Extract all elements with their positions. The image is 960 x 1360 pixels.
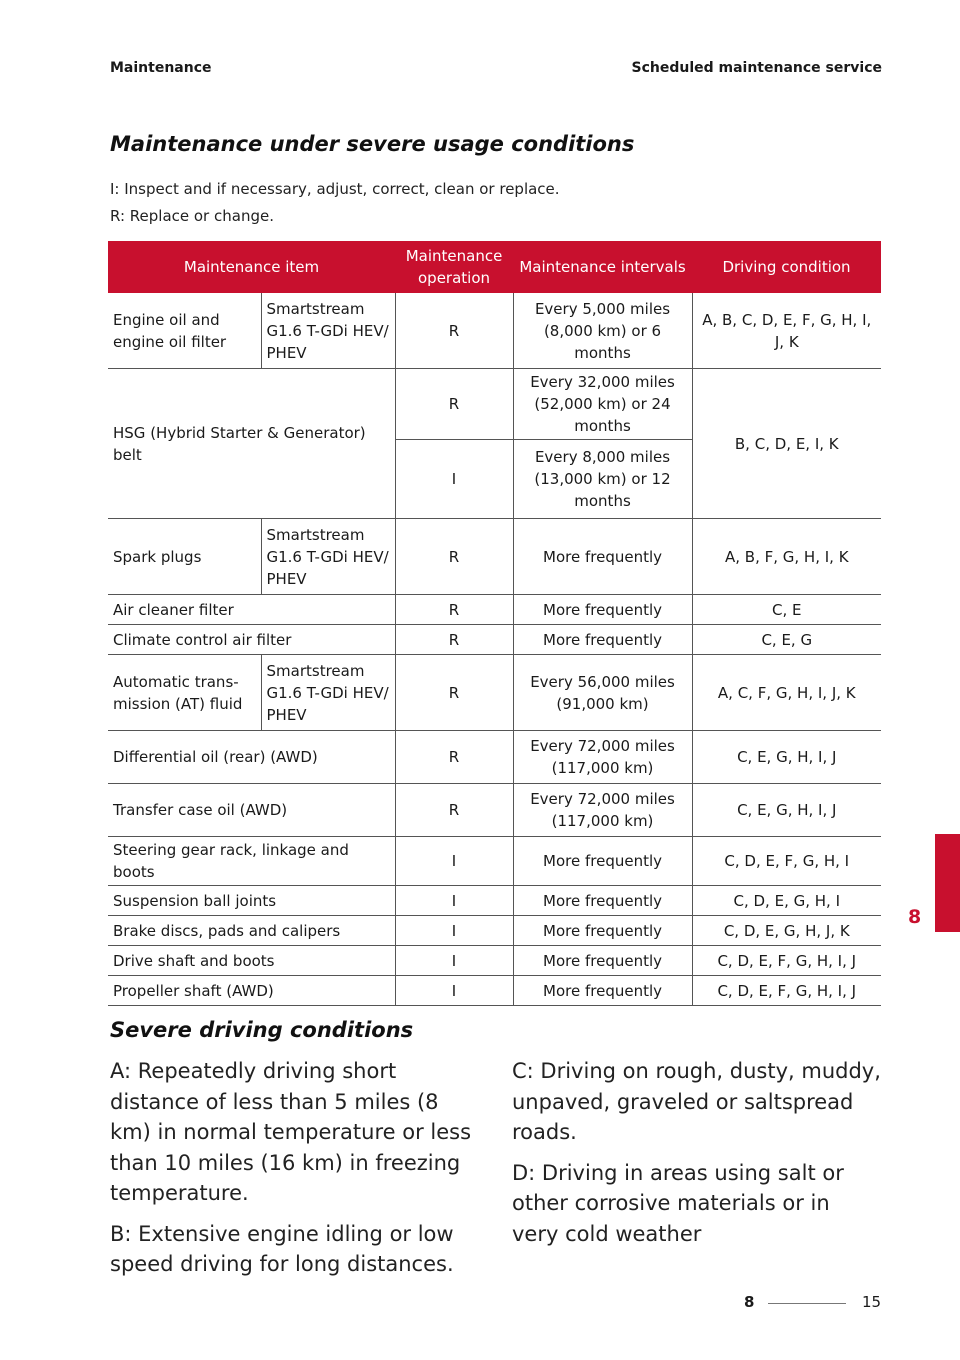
item-cell: Propeller shaft (AWD) [108,976,395,1006]
interval-cell: Every 8,000 miles (13,000 km) or 12 months [513,440,692,519]
table-row [108,625,881,655]
interval-cell: More frequently [513,976,692,1006]
table-row [108,946,881,976]
footer-divider [768,1303,846,1304]
interval-cell: More frequently [513,886,692,916]
item-cell: Engine oil and engine oil filter [108,293,261,369]
interval-cell: More frequently [513,595,692,625]
item-cell: Brake discs, pads and calipers [108,916,395,946]
condition-cell: C, D, E, F, G, H, I, J [692,976,881,1006]
interval-cell: More frequently [513,946,692,976]
item-cell: Drive shaft and boots [108,946,395,976]
interval-cell: Every 32,000 miles (52,000 km) or 24 months [513,369,692,440]
item-cell: Spark plugs [108,519,261,595]
severe-conditions-right-column [512,1056,882,1259]
condition-paragraph: B: Extensive engine idling or low speed driving for long distances. [110,1221,454,1276]
item-cell: HSG (Hybrid Starter & Generator) belt [108,369,395,519]
legend-replace: R: Replace or change. [110,207,274,225]
item-cell: Air cleaner filter [108,595,395,625]
operation-cell: R [395,731,513,784]
maintenance-table [108,241,881,1006]
interval-cell: Every 72,000 miles (117,000 km) [513,731,692,784]
table-row [108,731,881,784]
engine-cell: Smartstream G1.6 T-GDi HEV/ PHEV [261,655,395,731]
header-maintenance-item: Maintenance item [108,241,395,293]
condition-cell: C, E, G, H, I, J [692,784,881,837]
table-row [108,976,881,1006]
header-maintenance-operation: Maintenance operation [395,241,513,293]
interval-cell: More frequently [513,519,692,595]
operation-cell: R [395,784,513,837]
condition-paragraph: C: Driving on rough, dusty, muddy, unpaved, graveled or saltspread roads. [512,1059,881,1144]
interval-cell: Every 72,000 miles (117,000 km) [513,784,692,837]
item-cell: Differential oil (rear) (AWD) [108,731,395,784]
table-row [108,293,881,369]
footer-chapter-number: 8 [744,1293,755,1311]
condition-cell: C, D, E, G, H, I [692,886,881,916]
item-cell: Steering gear rack, linkage and boots [108,837,395,886]
condition-cell: C, D, E, F, G, H, I [692,837,881,886]
operation-cell: I [395,837,513,886]
table-row [108,916,881,946]
interval-cell: Every 5,000 miles (8,000 km) or 6 months [513,293,692,369]
table-row [108,519,881,595]
table-row [108,369,881,440]
interval-cell: Every 56,000 miles (91,000 km) [513,655,692,731]
item-cell: Transfer case oil (AWD) [108,784,395,837]
header-maintenance-intervals: Maintenance intervals [513,241,692,293]
interval-cell: More frequently [513,916,692,946]
interval-cell: More frequently [513,837,692,886]
legend-inspect: I: Inspect and if necessary, adjust, correct, clean or replace. [110,180,560,198]
condition-cell: A, B, F, G, H, I, K [692,519,881,595]
operation-cell: R [395,655,513,731]
operation-cell: R [395,369,513,440]
operation-cell: I [395,886,513,916]
item-cell: Climate control air filter [108,625,395,655]
operation-cell: R [395,519,513,595]
operation-cell: I [395,440,513,519]
condition-paragraph: A: Repeatedly driving short distance of less than 5 miles (8 km) in normal temperature or less than 10 miles (16 km) in freezing temperature. [110,1059,472,1205]
operation-cell: R [395,293,513,369]
condition-cell: C, E [692,595,881,625]
item-cell: Suspension ball joints [108,886,395,916]
operation-cell: I [395,916,513,946]
table-row [108,655,881,731]
chapter-tab-marker [935,834,960,932]
condition-cell: C, D, E, F, G, H, I, J [692,946,881,976]
condition-cell: A, C, F, G, H, I, J, K [692,655,881,731]
chapter-tab-number: 8 [908,906,922,928]
interval-cell: More frequently [513,625,692,655]
severe-conditions-left-column [110,1056,480,1290]
condition-cell: C, E, G [692,625,881,655]
table-row [108,886,881,916]
engine-cell: Smartstream G1.6 T-GDi HEV/ PHEV [261,293,395,369]
table-header-row [108,241,881,293]
condition-cell: C, D, E, G, H, J, K [692,916,881,946]
condition-paragraph: D: Driving in areas using salt or other corrosive materials or in very cold weather [512,1160,844,1246]
section-title: Maintenance under severe usage conditions [110,132,635,156]
operation-cell: R [395,595,513,625]
item-cell: Automatic trans- mission (AT) fluid [108,655,261,731]
operation-cell: I [395,976,513,1006]
table-row [108,595,881,625]
table-row [108,784,881,837]
running-header-section: Maintenance [110,60,212,76]
condition-cell: B, C, D, E, I, K [692,369,881,519]
severe-conditions-title: Severe driving conditions [110,1018,414,1042]
operation-cell: R [395,625,513,655]
operation-cell: I [395,946,513,976]
table-row [108,837,881,886]
running-header-title: Scheduled maintenance service [631,60,882,76]
header-driving-condition: Driving condition [692,241,881,293]
condition-cell: A, B, C, D, E, F, G, H, I, J, K [692,293,881,369]
engine-cell: Smartstream G1.6 T-GDi HEV/ PHEV [261,519,395,595]
footer-page-number: 15 [862,1293,882,1311]
condition-cell: C, E, G, H, I, J [692,731,881,784]
